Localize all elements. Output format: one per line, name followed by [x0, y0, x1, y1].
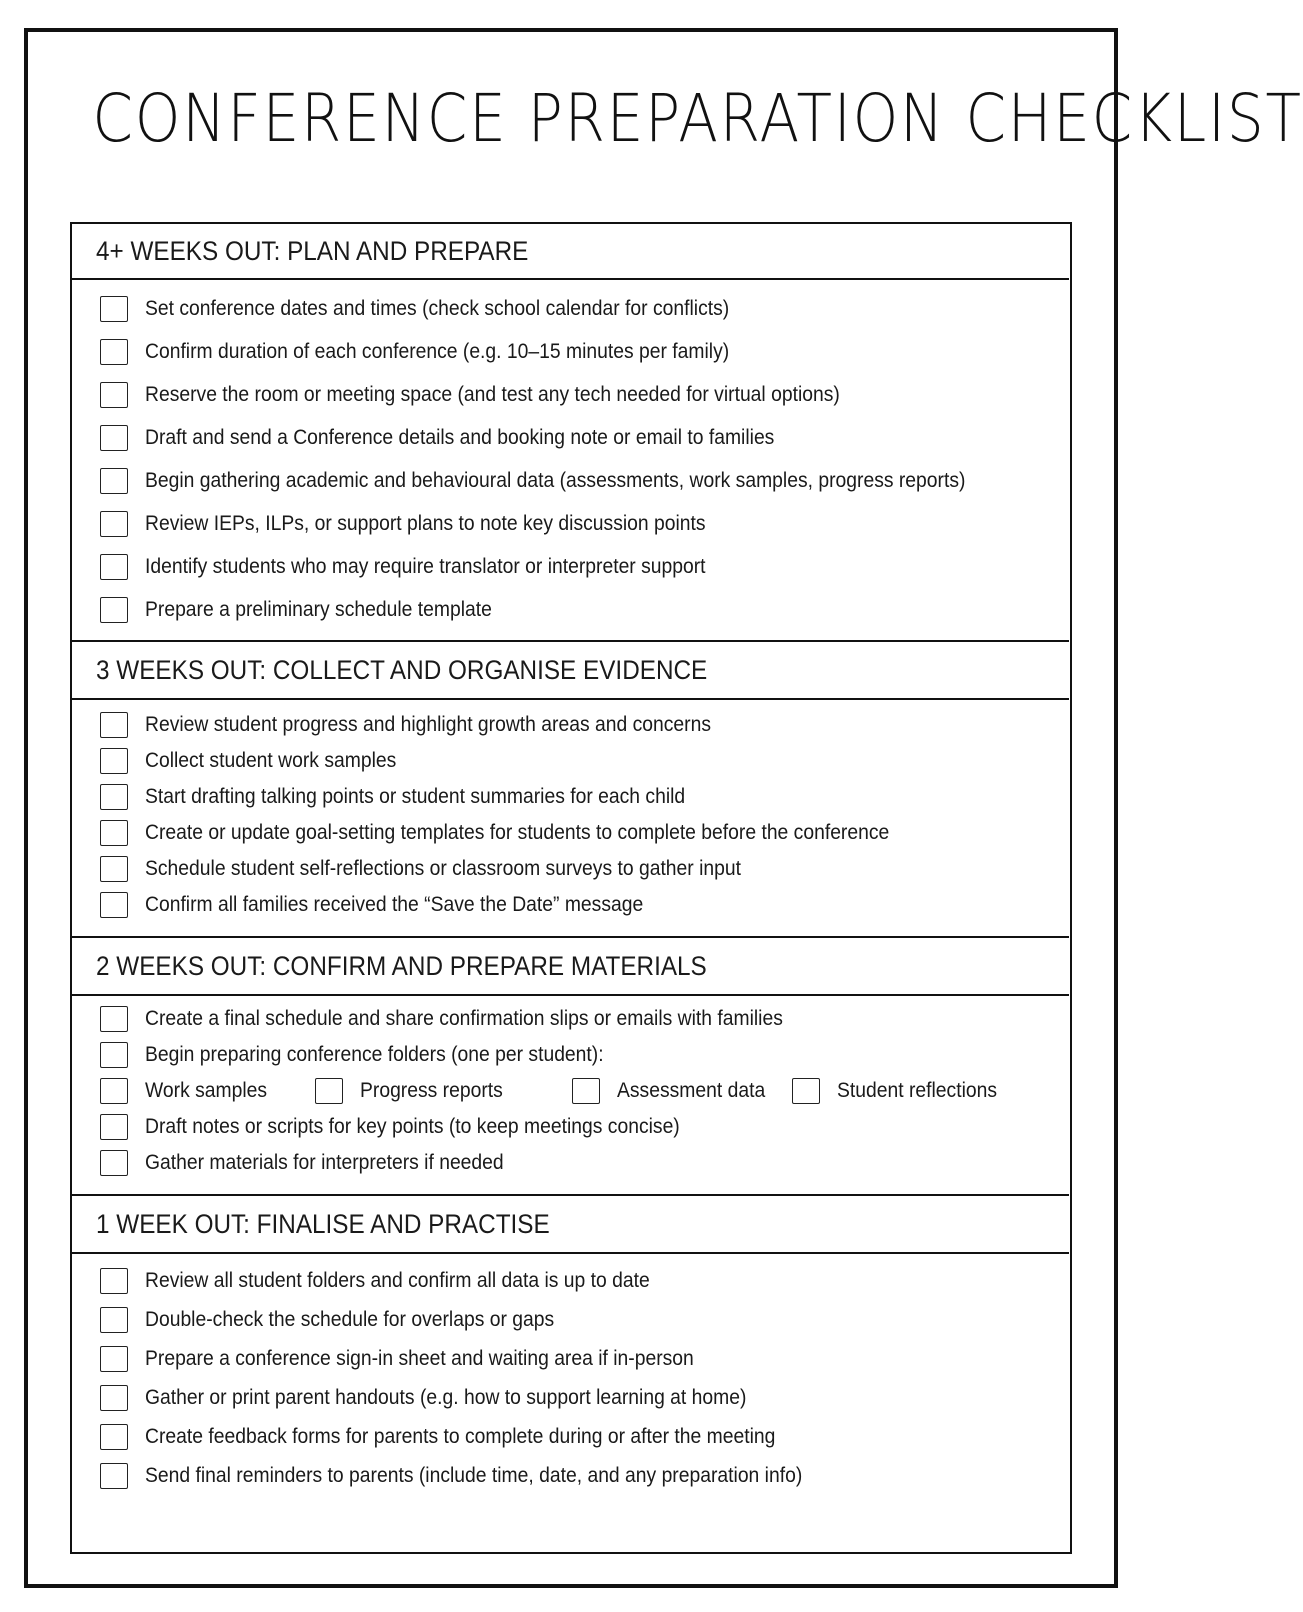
item-label: Gather materials for interpreters if needed: [145, 1151, 504, 1174]
checkbox[interactable]: [100, 1385, 128, 1411]
checklist-item[interactable]: [100, 1040, 643, 1070]
item-label: Begin gathering academic and behavioural data (assessments, work samples, progress reports): [145, 469, 966, 492]
checklist-item[interactable]: [100, 854, 793, 884]
checkbox[interactable]: [100, 1268, 128, 1294]
checkbox[interactable]: [100, 1424, 128, 1450]
checkbox[interactable]: [100, 511, 128, 537]
item-label: Start drafting talking points or student summaries for each child: [145, 785, 686, 808]
checklist-item[interactable]: [100, 466, 1037, 496]
item-label: Review IEPs, ILPs, or support plans to note key discussion points: [145, 512, 706, 535]
item-label: Prepare a conference sign-in sheet and waiting area if in-person: [145, 1347, 694, 1370]
item-label: Review all student folders and confirm all data is up to date: [145, 1269, 650, 1292]
item-label: Progress reports: [360, 1079, 503, 1102]
page-title: CONFERENCE PREPARATION CHECKLIST: [92, 80, 1303, 157]
item-label: Create a final schedule and share confirmation slips or emails with families: [145, 1007, 783, 1030]
item-label: Prepare a preliminary schedule template: [145, 598, 492, 621]
checkbox[interactable]: [100, 748, 128, 774]
checklist-item[interactable]: [100, 1266, 694, 1296]
item-label: Set conference dates and times (check school calendar for conflicts): [145, 297, 730, 320]
checklist-item[interactable]: [100, 1112, 726, 1142]
item-label: Schedule student self-reflections or classroom surveys to gather input: [145, 857, 742, 880]
checkbox[interactable]: [100, 1114, 128, 1140]
checkbox[interactable]: [100, 1346, 128, 1372]
item-label: Begin preparing conference folders (one per student):: [145, 1043, 604, 1066]
checklist-item-folder-assessment-data[interactable]: [572, 1076, 778, 1106]
checklist-item[interactable]: [100, 337, 780, 367]
item-label: Reserve the room or meeting space (and test any tech needed for virtual options): [145, 383, 840, 406]
checklist-item[interactable]: [100, 1461, 859, 1491]
item-label: Work samples: [145, 1079, 268, 1102]
item-label: Send final reminders to parents (include time, date, and any preparation info): [145, 1464, 803, 1487]
checklist-item[interactable]: [100, 1383, 799, 1413]
checkbox[interactable]: [100, 784, 128, 810]
item-label: Confirm all families received the “Save the Date” message: [145, 893, 644, 916]
section-heading-text: 3 WEEKS OUT: COLLECT AND ORGANISE EVIDENCE: [96, 654, 708, 685]
section-heading-text: 1 WEEK OUT: FINALISE AND PRACTISE: [96, 1208, 550, 1239]
item-label: Assessment data: [617, 1079, 766, 1102]
section-heading-text: 2 WEEKS OUT: CONFIRM AND PREPARE MATERIALS: [96, 950, 707, 981]
checklist-table: [70, 222, 1072, 1554]
checkbox[interactable]: [100, 712, 128, 738]
checkbox[interactable]: [100, 597, 128, 623]
item-label: Identify students who may require translator or interpreter support: [145, 555, 706, 578]
checklist-item[interactable]: [100, 380, 900, 410]
checkbox[interactable]: [100, 1307, 128, 1333]
section-header-3-weeks: [72, 640, 1069, 700]
section-heading-text: 4+ WEEKS OUT: PLAN AND PREPARE: [96, 235, 529, 266]
item-label: Confirm duration of each conference (e.g. 10–15 minutes per family): [145, 340, 730, 363]
checklist-item[interactable]: [100, 1344, 742, 1374]
checklist-item[interactable]: [100, 1004, 838, 1034]
checkbox[interactable]: [100, 382, 128, 408]
checklist-item[interactable]: [100, 782, 732, 812]
section-header-1-week: [72, 1194, 1069, 1254]
checklist-item[interactable]: [100, 509, 754, 539]
item-label: Create or update goal-setting templates for students to complete before the conference: [145, 821, 890, 844]
checkbox[interactable]: [100, 425, 128, 451]
checkbox[interactable]: [100, 296, 128, 322]
checkbox[interactable]: [100, 339, 128, 365]
checkbox[interactable]: [315, 1078, 343, 1104]
checkbox[interactable]: [100, 1006, 128, 1032]
item-label: Double-check the schedule for overlaps or gaps: [145, 1308, 555, 1331]
item-label: Student reflections: [837, 1079, 998, 1102]
checkbox[interactable]: [100, 820, 128, 846]
item-label: Gather or print parent handouts (e.g. how to support learning at home): [145, 1386, 747, 1409]
section-header-4-weeks: [72, 224, 1069, 280]
checklist-item[interactable]: [100, 1148, 535, 1178]
checklist-item[interactable]: [100, 890, 687, 920]
checklist-item-folder-student-reflections[interactable]: [792, 1076, 1011, 1106]
item-label: Draft and send a Conference details and booking note or email to families: [145, 426, 775, 449]
checkbox[interactable]: [100, 1042, 128, 1068]
checklist-item[interactable]: [100, 1422, 830, 1452]
checklist-item-folder-progress-reports[interactable]: [315, 1076, 515, 1106]
checklist-item[interactable]: [100, 746, 418, 776]
checklist-item[interactable]: [100, 710, 760, 740]
item-label: Review student progress and highlight growth areas and concerns: [145, 713, 711, 736]
checklist-item[interactable]: [100, 818, 954, 848]
checkbox[interactable]: [100, 468, 128, 494]
item-label: Create feedback forms for parents to complete during or after the meeting: [145, 1425, 776, 1448]
checklist-item-folder-work-samples[interactable]: [100, 1076, 278, 1106]
checkbox[interactable]: [100, 856, 128, 882]
checkbox[interactable]: [100, 554, 128, 580]
checkbox[interactable]: [792, 1078, 820, 1104]
item-label: Collect student work samples: [145, 749, 397, 772]
section-header-2-weeks: [72, 936, 1069, 996]
checklist-item[interactable]: [100, 552, 754, 582]
checkbox[interactable]: [572, 1078, 600, 1104]
checkbox[interactable]: [100, 1463, 128, 1489]
checklist-item[interactable]: [100, 294, 780, 324]
checkbox[interactable]: [100, 892, 128, 918]
checklist-item[interactable]: [100, 1305, 590, 1335]
checklist-item[interactable]: [100, 595, 522, 625]
checkbox[interactable]: [100, 1078, 128, 1104]
checklist-item[interactable]: [100, 423, 829, 453]
checkbox[interactable]: [100, 1150, 128, 1176]
item-label: Draft notes or scripts for key points (to keep meetings concise): [145, 1115, 680, 1138]
